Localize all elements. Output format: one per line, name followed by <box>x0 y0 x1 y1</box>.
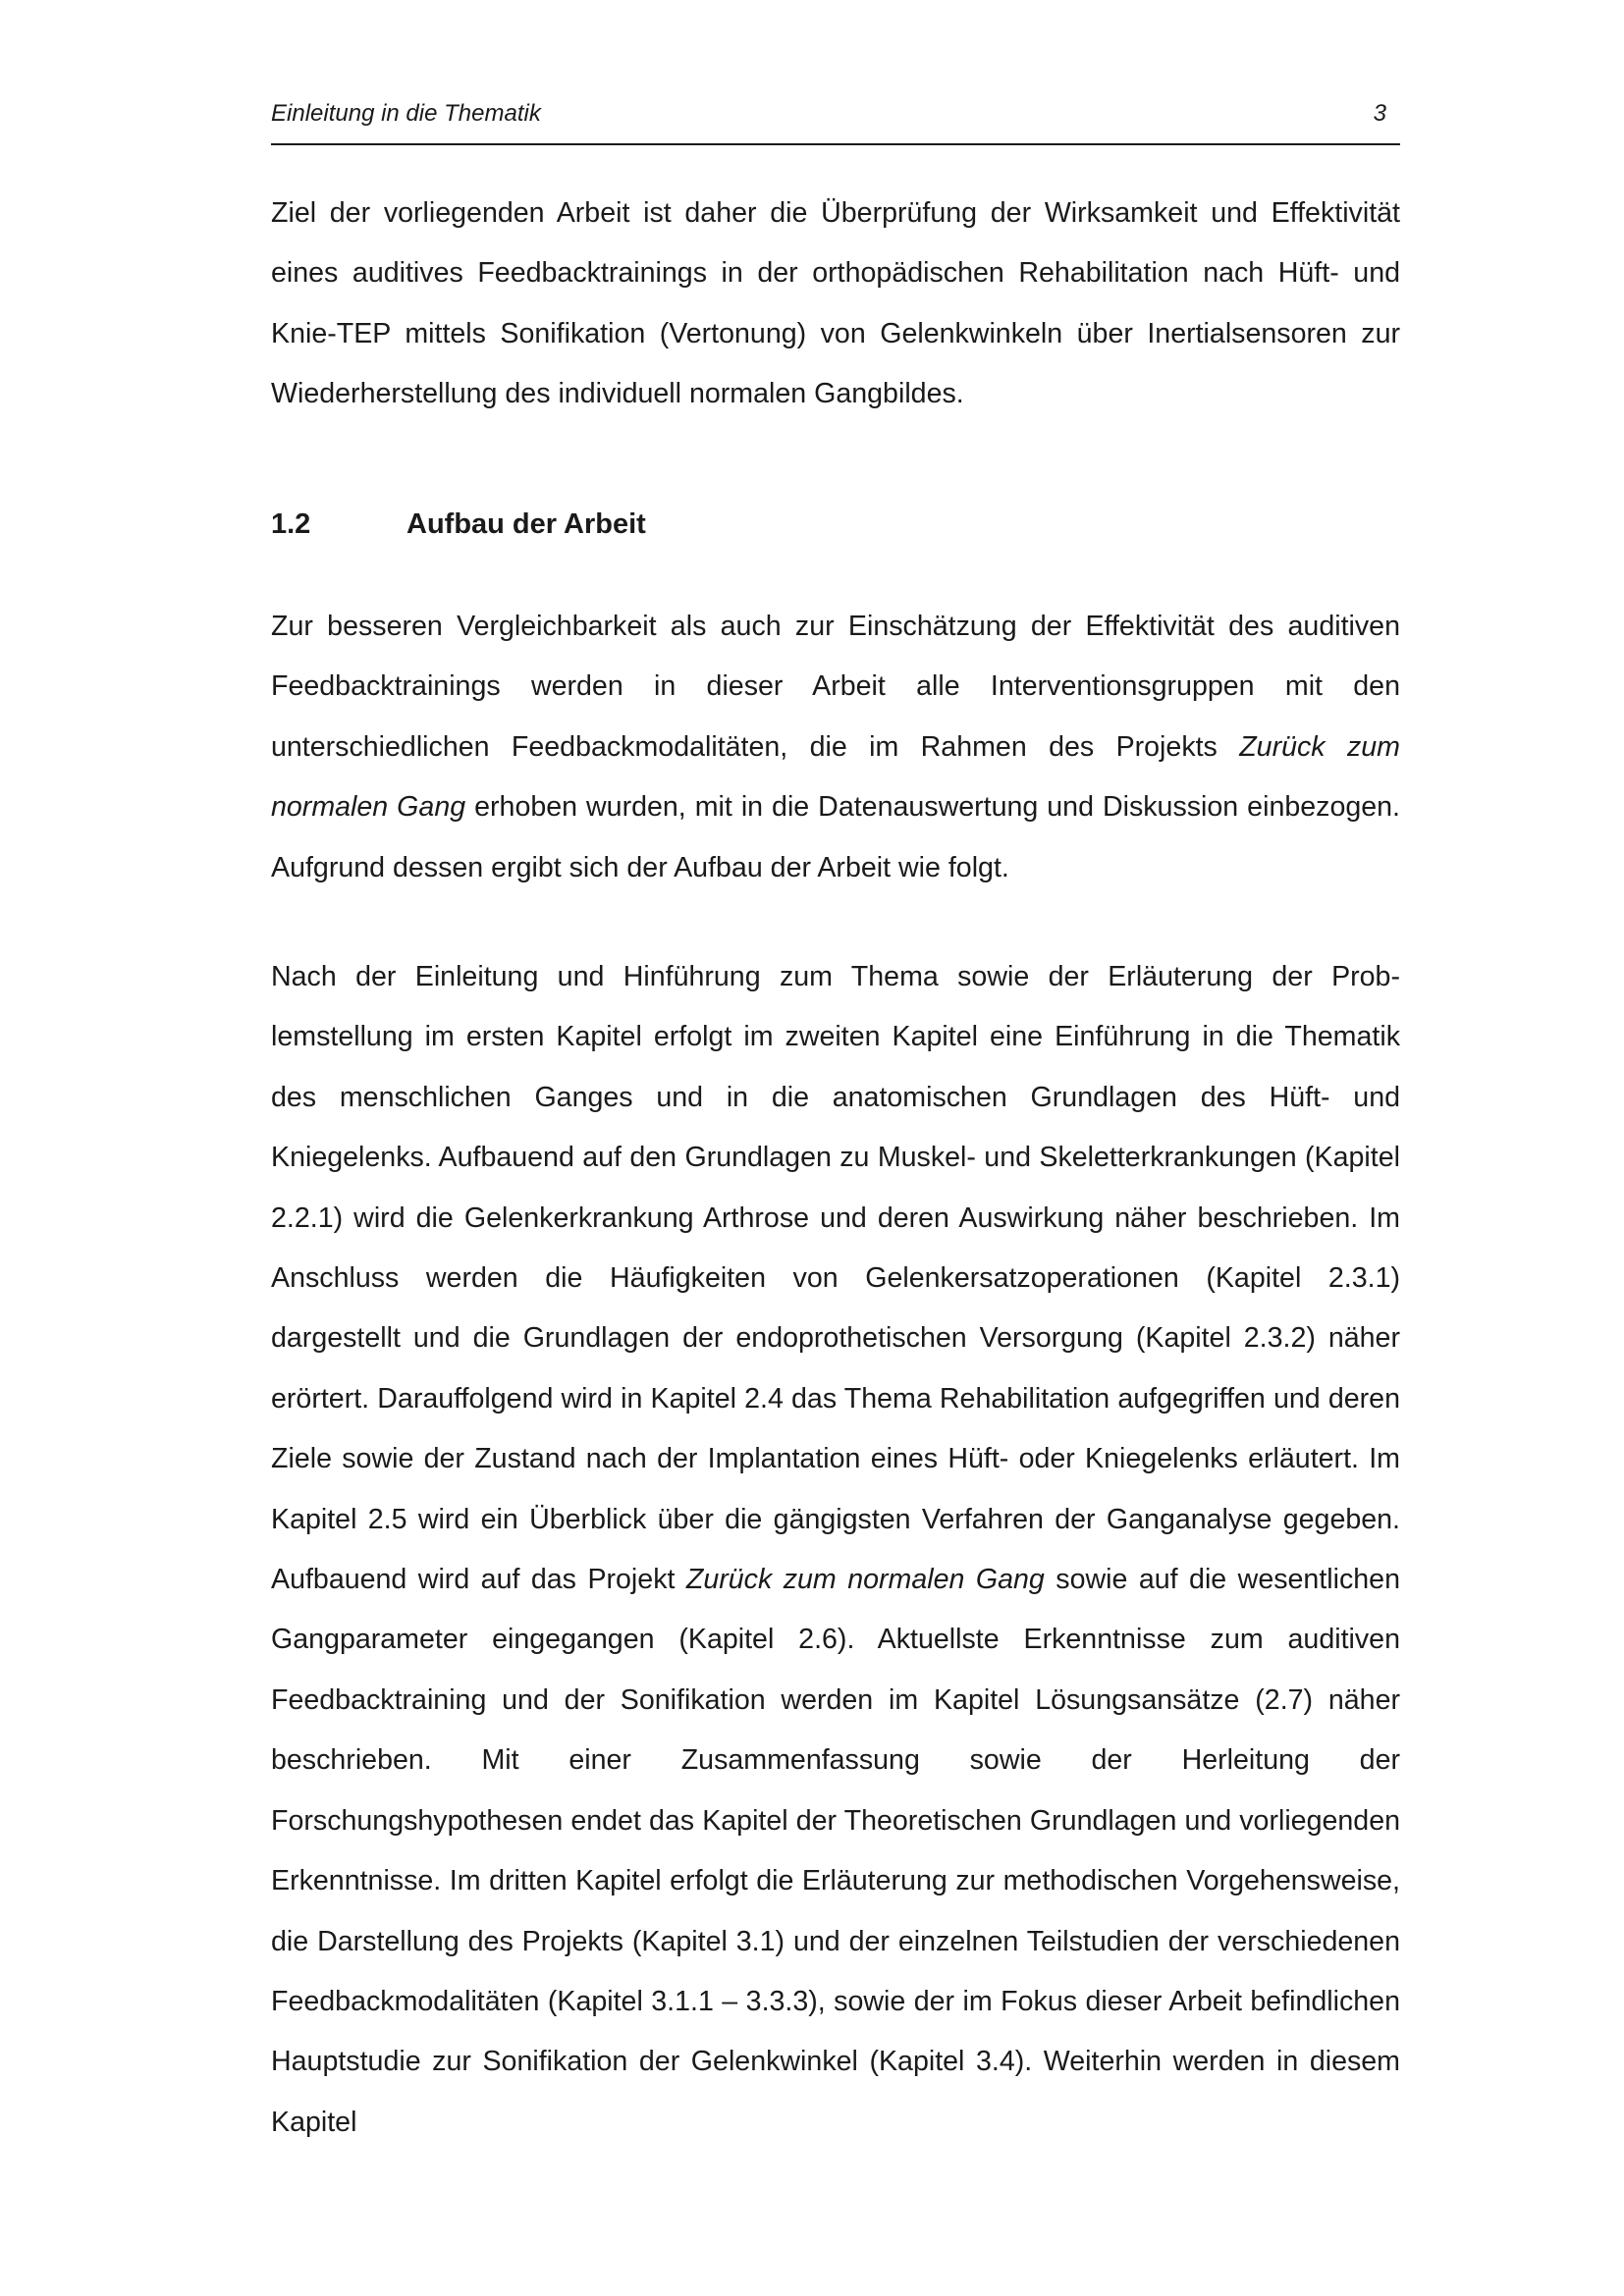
paragraph-chapter-overview-part2: sowie auf die wesentlichen Gangparameter eingegangen (Kapitel 2.6). Aktuellste Erkenntnisse zum auditiven Feedbacktraining und der Sonifikation werden im Kapitel Lösungsansätze (2.7) näher beschrieben. Mit einer Zusammenfassung sowie der Herleitung der Forschungshypothesen endet das Kapitel der Theoretischen Grundlagen und vorliegenden Erkenntnisse. Im dritten Kapitel erfolgt die Erläuterung zur methodischen Vorgehensweise, die Darstellung des Projekts (Kapitel 3.1) und der einzelnen Teilstudien der verschiedenen Feedbackmodalitäten (Kapitel 3.1.1 – 3.3.3), sowie der im Fokus dieser Arbeit befindlichen Hauptstudie zur Sonifikation der Gelenkwinkel (Kapitel 3.4). Weiterhin werden in diesem Kapitel <box>271 1564 1400 2138</box>
paragraph-structure-intro-part2: erhoben wurden, mit in die Datenauswertung und Diskussion einbezogen. Aufgrund dessen ergibt sich der Aufbau der Arbeit wie folgt. <box>271 791 1400 883</box>
header-title: Einleitung in die Thematik <box>271 100 541 127</box>
paragraph-chapter-overview-part1: Nach der Einleitung und Hinführung zum Thema sowie der Erläuterung der Problemstellung im ersten Kapitel erfolgt im zweiten Kapitel eine Einführung in die Thematik des menschlichen Ganges und in die anatomischen Grundlagen des Hüft- und Kniegelenks. Aufbauend auf den Grundlagen zu Muskel- und Skeletterkrankungen (Kapitel 2.2.1) wird die Gelenkerkrankung Arthrose und deren Auswirkung näher beschrieben. Im Anschluss werden die Häufigkeiten von Gelenkersatzoperationen (Kapitel 2.3.1) dargestellt und die Grundlagen der endoprothetischen Versorgung (Kapitel 2.3.2) näher erörtert. Darauffolgend wird in Kapitel 2.4 das Thema Rehabilitation aufgegriffen und deren Ziele sowie der Zustand nach der Implantation eines Hüft- oder Kniegelenks erläutert. Im Kapitel 2.5 wird ein Überblick über die gängigsten Verfahren der Ganganalyse gegeben. Aufbauend wird auf das Projekt <box>271 961 1400 1596</box>
project-name: Zurück zum normalen Gang <box>271 730 1400 824</box>
paragraph-objective-text: Ziel der vorliegenden Arbeit ist daher die Überprüfung der Wirksamkeit und Effektivität eines auditives Feedbacktrainings in der orthopädischen Rehabilitation nach Hüft- und Knie-TEP mittels Sonifikation (Vertonung) von Gelenkwinkeln über Inertialsensoren zur Wiederherstellung des individuell normalen Gangbildes. <box>271 197 1400 410</box>
paragraph-structure-intro <box>271 597 1400 898</box>
project-name: Zurück zum normalen Gang <box>685 1564 1045 1596</box>
section-title: Aufbau der Arbeit <box>406 508 646 540</box>
page-number: 3 <box>1373 100 1386 127</box>
section-number: 1.2 <box>271 508 311 540</box>
running-header <box>271 98 1400 145</box>
paragraph-structure-intro-part1: Zur besseren Vergleichbarkeit als auch zur Einschätzung der Effektivität des auditiven Feedbacktrainings werden in dieser Arbeit alle Interventionsgruppen mit den unterschiedlichen Feedbackmodalitäten, die im Rahmen des Projekts <box>271 611 1400 763</box>
paragraph-objective <box>271 184 1400 425</box>
paragraph-chapter-overview <box>271 947 1400 2153</box>
